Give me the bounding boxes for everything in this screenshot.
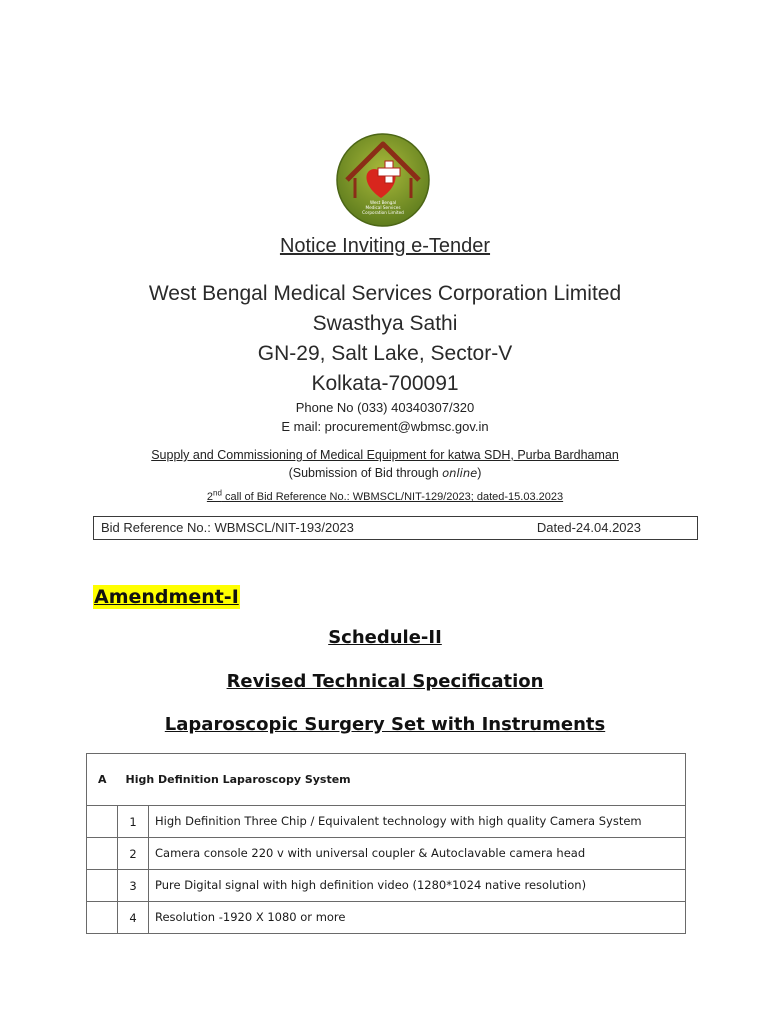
row-number: 3 [118,870,149,902]
row-number: 2 [118,838,149,870]
blank-cell [87,806,118,838]
table-row [87,902,686,934]
submission-suffix: ) [477,466,482,480]
bid-reference-box [93,516,698,540]
svg-text:West Bengal: West Bengal [369,200,397,205]
phone-number: Phone No (033) 40340307/320 [295,400,475,415]
bid-date: Dated-24.04.2023 [536,520,641,535]
blank-cell [87,902,118,934]
row-number: 1 [118,806,149,838]
section-id: A [87,754,118,806]
section-row [87,754,686,806]
row-number: 4 [118,902,149,934]
blank-cell [87,838,118,870]
svg-text:Medical Services: Medical Services [365,205,401,210]
building-name: Swasthya Sathi [312,312,458,335]
specification-table [86,753,686,934]
submission-mode-line [0,466,770,481]
call-reference-line [0,490,770,504]
call-number: 2 [206,491,213,503]
amendment-label: Amendment-I [94,586,239,608]
equipment-title: Laparoscopic Surgery Set with Instruments [164,714,606,735]
spec-title: Revised Technical Specification [226,671,544,692]
row-description: High Definition Three Chip / Equivalent technology with high quality Camera System [149,806,686,838]
table-row [87,870,686,902]
table-row [87,806,686,838]
submission-prefix: (Submission of Bid through [288,466,443,480]
city-address: Kolkata-700091 [311,372,459,395]
email-address: E mail: procurement@wbmsc.gov.in [281,419,489,434]
call-ordinal: nd [213,488,222,498]
table-row [87,838,686,870]
row-description: Resolution -1920 X 1080 or more [149,902,686,934]
row-description: Pure Digital signal with high definition video (1280*1024 native resolution) [149,870,686,902]
organization-name: West Bengal Medical Services Corporation Limited [148,282,622,305]
call-text: call of Bid Reference No.: WBMSCL/NIT-129/2023; dated-15.03.2023 [221,491,564,503]
section-title: High Definition Laparoscopy System [118,754,686,806]
notice-title: Notice Inviting e-Tender [279,235,491,257]
schedule-title: Schedule-II [328,627,442,648]
row-description: Camera console 220 v with universal coupler & Autoclavable camera head [149,838,686,870]
amendment-heading [93,585,240,609]
bid-reference: Bid Reference No.: WBMSCL/NIT-193/2023 [101,520,354,535]
wbmscl-logo-icon [333,132,435,228]
tender-subject: Supply and Commissioning of Medical Equipment for katwa SDH, Purba Bardhaman [151,448,619,462]
blank-cell [87,870,118,902]
street-address: GN-29, Salt Lake, Sector-V [257,342,513,365]
svg-text:Corporation Limited: Corporation Limited [362,210,404,215]
submission-mode: online [442,466,478,480]
